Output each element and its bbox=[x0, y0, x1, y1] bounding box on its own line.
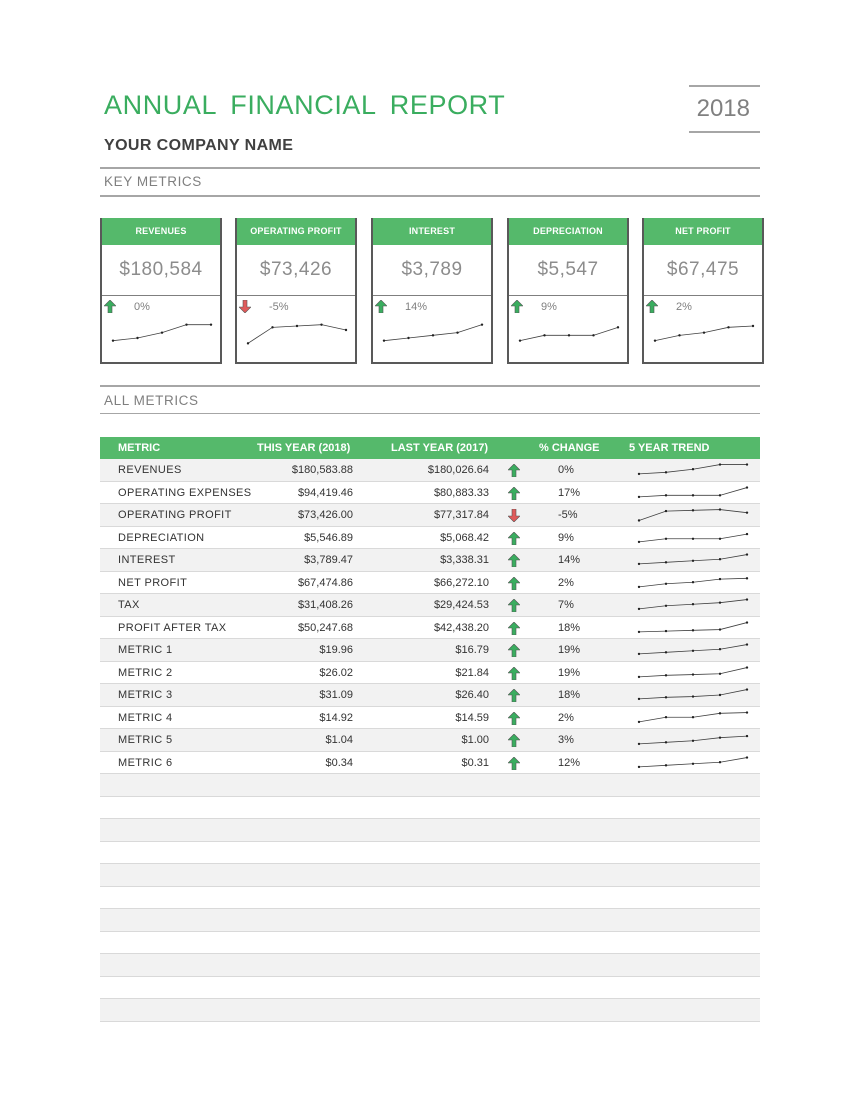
arrow-up-icon bbox=[375, 300, 387, 318]
arrow-up-icon bbox=[508, 577, 520, 593]
card-trend-chart bbox=[245, 319, 349, 349]
arrow-up-icon bbox=[508, 554, 520, 570]
sparkline-point bbox=[719, 508, 721, 510]
cell-last-year: $0.31 bbox=[461, 756, 489, 769]
sparkline-point bbox=[746, 711, 748, 713]
card-change-percent: 14% bbox=[405, 301, 428, 313]
card-value: $67,475 bbox=[644, 245, 762, 296]
row-trend-chart bbox=[636, 685, 750, 705]
sparkline-path bbox=[639, 555, 747, 564]
row-trend-chart bbox=[636, 663, 750, 683]
metric-card bbox=[371, 218, 493, 364]
sparkline-point bbox=[210, 323, 212, 325]
sparkline-point bbox=[638, 630, 640, 632]
sparkline-point bbox=[345, 329, 347, 331]
cell-last-year: $5,068.42 bbox=[440, 531, 489, 544]
sparkline-point bbox=[185, 323, 187, 325]
sparkline-point bbox=[665, 510, 667, 512]
sparkline-point bbox=[746, 553, 748, 555]
cell-metric: OPERATING EXPENSES bbox=[118, 486, 252, 499]
cell-this-year: $50,247.68 bbox=[297, 621, 353, 634]
header-this-year: THIS YEAR (2018) bbox=[257, 442, 351, 454]
sparkline-point bbox=[719, 672, 721, 674]
empty-table-row bbox=[100, 774, 760, 797]
table-row bbox=[100, 572, 760, 595]
metric-card bbox=[235, 218, 357, 364]
cell-trend bbox=[636, 550, 750, 573]
sparkline-point bbox=[519, 339, 521, 341]
row-trend-chart bbox=[636, 505, 750, 525]
empty-table-row bbox=[100, 999, 760, 1022]
sparkline-point bbox=[692, 716, 694, 718]
sparkline-point bbox=[719, 558, 721, 560]
empty-table-row bbox=[100, 932, 760, 955]
sparkline-point bbox=[746, 756, 748, 758]
arrow-up-icon bbox=[508, 532, 520, 548]
cell-this-year: $19.96 bbox=[319, 644, 353, 656]
sparkline-point bbox=[719, 648, 721, 650]
card-trend-chart bbox=[652, 319, 756, 349]
table-row bbox=[100, 729, 760, 752]
sparkline-point bbox=[746, 621, 748, 623]
row-trend-chart bbox=[636, 753, 750, 773]
sparkline-point bbox=[568, 334, 570, 336]
arrow-up-icon bbox=[508, 712, 520, 728]
sparkline-point bbox=[719, 761, 721, 763]
cell-last-year: $66,272.10 bbox=[433, 576, 489, 589]
card-sparkline bbox=[110, 319, 214, 354]
cell-last-year: $1.00 bbox=[461, 734, 489, 746]
cell-last-year: $21.84 bbox=[455, 666, 489, 679]
cell-this-year: $94,419.46 bbox=[297, 486, 353, 499]
sparkline-point bbox=[727, 326, 729, 328]
sparkline-point bbox=[746, 577, 748, 579]
cell-trend bbox=[636, 505, 750, 528]
table-row bbox=[100, 662, 760, 685]
arrow-up-icon bbox=[104, 300, 116, 318]
sparkline-point bbox=[692, 581, 694, 583]
metric-card bbox=[507, 218, 629, 364]
sparkline-point bbox=[719, 601, 721, 603]
section-divider bbox=[100, 385, 760, 387]
section-divider bbox=[100, 195, 760, 197]
empty-table-row bbox=[100, 864, 760, 887]
arrow-down-icon bbox=[239, 300, 251, 318]
arrow-up-icon bbox=[508, 757, 520, 773]
cell-this-year: $180,583.88 bbox=[291, 464, 353, 476]
sparkline-point bbox=[638, 743, 640, 745]
card-label: NET PROFIT bbox=[644, 218, 762, 245]
sparkline-point bbox=[617, 326, 619, 328]
sparkline-point bbox=[654, 339, 656, 341]
card-value: $73,426 bbox=[237, 245, 355, 296]
cell-last-year: $14.59 bbox=[455, 711, 489, 724]
company-name: YOUR COMPANY NAME bbox=[104, 137, 294, 154]
table-row bbox=[100, 504, 760, 527]
cell-trend bbox=[636, 460, 750, 483]
table-header bbox=[100, 437, 760, 459]
row-trend-chart bbox=[636, 640, 750, 660]
cell-change: 17% bbox=[558, 486, 581, 499]
sparkline-point bbox=[746, 532, 748, 534]
sparkline-point bbox=[746, 486, 748, 488]
row-trend-chart bbox=[636, 573, 750, 593]
sparkline-point bbox=[719, 712, 721, 714]
sparkline-point bbox=[719, 736, 721, 738]
sparkline-point bbox=[407, 337, 409, 339]
table-row bbox=[100, 639, 760, 662]
arrow-up-icon bbox=[508, 622, 520, 638]
card-change bbox=[237, 298, 355, 316]
card-trend-chart bbox=[381, 319, 485, 349]
sparkline-point bbox=[432, 334, 434, 336]
cell-this-year: $73,426.00 bbox=[297, 509, 353, 521]
sparkline-point bbox=[703, 331, 705, 333]
cell-metric: PROFIT AFTER TAX bbox=[118, 621, 227, 634]
cell-this-year: $14.92 bbox=[319, 711, 353, 724]
sparkline-point bbox=[692, 740, 694, 742]
sparkline-point bbox=[746, 598, 748, 600]
empty-table-row bbox=[100, 842, 760, 865]
sparkline-point bbox=[665, 561, 667, 563]
card-value: $3,789 bbox=[373, 245, 491, 296]
sparkline-point bbox=[665, 764, 667, 766]
cell-last-year: $3,338.31 bbox=[440, 554, 489, 566]
empty-table-row bbox=[100, 954, 760, 977]
sparkline-point bbox=[320, 323, 322, 325]
empty-table-row bbox=[100, 909, 760, 932]
sparkline-point bbox=[665, 651, 667, 653]
cell-metric: DEPRECIATION bbox=[118, 531, 205, 544]
card-change-percent: -5% bbox=[269, 301, 289, 313]
cell-this-year: $0.34 bbox=[325, 756, 353, 769]
row-trend-chart bbox=[636, 483, 750, 503]
card-change bbox=[373, 298, 491, 316]
sparkline-point bbox=[271, 326, 273, 328]
sparkline-point bbox=[638, 765, 640, 767]
card-label: REVENUES bbox=[102, 218, 220, 245]
cell-metric: METRIC 5 bbox=[118, 734, 173, 746]
header-last-year: LAST YEAR (2017) bbox=[391, 442, 488, 454]
section-title-all-metrics: ALL METRICS bbox=[104, 393, 199, 408]
cell-change: 2% bbox=[558, 576, 574, 589]
card-change bbox=[644, 298, 762, 316]
cell-change: 18% bbox=[558, 689, 581, 701]
sparkline-point bbox=[638, 675, 640, 677]
cell-this-year: $1.04 bbox=[325, 734, 353, 746]
sparkline-point bbox=[638, 495, 640, 497]
sparkline-point bbox=[638, 608, 640, 610]
cell-metric: REVENUES bbox=[118, 464, 182, 476]
cell-this-year: $31,408.26 bbox=[297, 599, 353, 611]
cell-trend bbox=[636, 708, 750, 731]
row-trend-chart bbox=[636, 730, 750, 750]
header-metric: METRIC bbox=[118, 442, 161, 454]
sparkline-point bbox=[752, 325, 754, 327]
table-row bbox=[100, 459, 760, 482]
sparkline-point bbox=[638, 563, 640, 565]
table-row bbox=[100, 617, 760, 640]
cell-this-year: $26.02 bbox=[319, 666, 353, 679]
card-change-percent: 0% bbox=[134, 301, 150, 313]
row-trend-chart bbox=[636, 550, 750, 570]
sparkline-point bbox=[665, 629, 667, 631]
cell-metric: NET PROFIT bbox=[118, 576, 188, 589]
cell-this-year: $3,789.47 bbox=[304, 554, 353, 566]
row-trend-chart bbox=[636, 708, 750, 728]
empty-table-row bbox=[100, 819, 760, 842]
year-box bbox=[689, 85, 760, 133]
sparkline-point bbox=[719, 537, 721, 539]
card-change bbox=[102, 298, 220, 316]
card-label: DEPRECIATION bbox=[509, 218, 627, 245]
empty-table-row bbox=[100, 977, 760, 1000]
card-change-percent: 2% bbox=[676, 301, 692, 313]
cell-trend bbox=[636, 753, 750, 776]
metric-card bbox=[642, 218, 764, 364]
section-title-key-metrics: KEY METRICS bbox=[104, 174, 202, 189]
card-change bbox=[509, 298, 627, 316]
sparkline-point bbox=[692, 650, 694, 652]
table-row bbox=[100, 752, 760, 775]
cell-last-year: $80,883.33 bbox=[433, 486, 489, 499]
arrow-down-icon bbox=[508, 509, 520, 525]
sparkline-point bbox=[746, 463, 748, 465]
sparkline-point bbox=[692, 695, 694, 697]
sparkline-point bbox=[456, 331, 458, 333]
cell-this-year: $67,474.86 bbox=[297, 576, 353, 589]
cell-change: 12% bbox=[558, 756, 581, 769]
sparkline-point bbox=[692, 629, 694, 631]
cell-trend bbox=[636, 685, 750, 708]
sparkline-point bbox=[746, 666, 748, 668]
cell-change: 3% bbox=[558, 734, 574, 746]
row-trend-chart bbox=[636, 618, 750, 638]
cell-metric: METRIC 1 bbox=[118, 644, 173, 656]
sparkline-point bbox=[296, 325, 298, 327]
cell-change: 9% bbox=[558, 531, 574, 544]
cell-metric: METRIC 6 bbox=[118, 756, 173, 769]
arrow-up-icon bbox=[508, 487, 520, 503]
arrow-up-icon bbox=[646, 300, 658, 318]
card-label: OPERATING PROFIT bbox=[237, 218, 355, 245]
sparkline-point bbox=[692, 509, 694, 511]
card-change-percent: 9% bbox=[541, 301, 557, 313]
sparkline-path bbox=[248, 325, 346, 344]
report-year: 2018 bbox=[696, 95, 750, 122]
sparkline-point bbox=[719, 628, 721, 630]
arrow-up-icon bbox=[508, 734, 520, 750]
cell-last-year: $180,026.64 bbox=[427, 464, 489, 476]
sparkline-point bbox=[678, 334, 680, 336]
sparkline-point bbox=[692, 494, 694, 496]
section-divider bbox=[100, 167, 760, 169]
card-trend-chart bbox=[110, 319, 214, 349]
sparkline-point bbox=[136, 337, 138, 339]
card-sparkline bbox=[245, 319, 349, 354]
cell-change: 19% bbox=[558, 644, 581, 656]
cell-trend bbox=[636, 663, 750, 686]
card-sparkline bbox=[517, 319, 621, 354]
sparkline-path bbox=[520, 327, 618, 340]
cell-last-year: $29,424.53 bbox=[433, 599, 489, 611]
cell-trend bbox=[636, 573, 750, 596]
sparkline-point bbox=[665, 605, 667, 607]
arrow-up-icon bbox=[508, 667, 520, 683]
cell-trend bbox=[636, 483, 750, 506]
row-trend-chart bbox=[636, 528, 750, 548]
sparkline-point bbox=[481, 323, 483, 325]
sparkline-point bbox=[665, 716, 667, 718]
sparkline-point bbox=[746, 511, 748, 513]
sparkline-point bbox=[638, 698, 640, 700]
cell-metric: INTEREST bbox=[118, 554, 176, 566]
sparkline-point bbox=[665, 471, 667, 473]
cell-last-year: $16.79 bbox=[455, 644, 489, 656]
sparkline-point bbox=[665, 674, 667, 676]
cell-metric: OPERATING PROFIT bbox=[118, 509, 232, 521]
sparkline-path bbox=[639, 645, 747, 654]
table-row bbox=[100, 527, 760, 550]
sparkline-point bbox=[665, 494, 667, 496]
section-divider bbox=[100, 413, 760, 414]
sparkline-point bbox=[638, 473, 640, 475]
sparkline-point bbox=[592, 334, 594, 336]
sparkline-point bbox=[719, 694, 721, 696]
sparkline-point bbox=[161, 331, 163, 333]
header-trend: 5 YEAR TREND bbox=[629, 442, 710, 454]
sparkline-point bbox=[247, 342, 249, 344]
card-sparkline bbox=[381, 319, 485, 354]
cell-last-year: $42,438.20 bbox=[433, 621, 489, 634]
cell-last-year: $77,317.84 bbox=[433, 509, 489, 521]
row-trend-chart bbox=[636, 460, 750, 480]
sparkline-point bbox=[692, 762, 694, 764]
cell-last-year: $26.40 bbox=[455, 689, 489, 701]
arrow-up-icon bbox=[511, 300, 523, 318]
arrow-up-icon bbox=[508, 599, 520, 615]
arrow-up-icon bbox=[508, 689, 520, 705]
metrics-table bbox=[100, 437, 760, 1022]
table-row bbox=[100, 707, 760, 730]
sparkline-point bbox=[692, 537, 694, 539]
report-title: ANNUAL FINANCIAL REPORT bbox=[104, 90, 506, 120]
table-row bbox=[100, 594, 760, 617]
cell-change: 0% bbox=[558, 464, 574, 476]
card-label: INTEREST bbox=[373, 218, 491, 245]
sparkline-point bbox=[692, 468, 694, 470]
cell-metric: METRIC 2 bbox=[118, 666, 173, 679]
card-value: $5,547 bbox=[509, 245, 627, 296]
sparkline-point bbox=[383, 339, 385, 341]
card-sparkline bbox=[652, 319, 756, 354]
sparkline-point bbox=[692, 673, 694, 675]
empty-table-row bbox=[100, 887, 760, 910]
sparkline-point bbox=[543, 334, 545, 336]
cell-trend bbox=[636, 528, 750, 551]
table-body bbox=[100, 459, 760, 1022]
sparkline-point bbox=[746, 735, 748, 737]
cell-trend bbox=[636, 595, 750, 618]
sparkline-point bbox=[665, 741, 667, 743]
metric-card bbox=[100, 218, 222, 364]
sparkline-point bbox=[638, 720, 640, 722]
cell-metric: TAX bbox=[118, 599, 140, 611]
sparkline-point bbox=[638, 540, 640, 542]
table-row bbox=[100, 482, 760, 505]
sparkline-point bbox=[746, 643, 748, 645]
table-row bbox=[100, 684, 760, 707]
cell-change: -5% bbox=[558, 509, 578, 521]
empty-table-row bbox=[100, 797, 760, 820]
card-trend-chart bbox=[517, 319, 621, 349]
sparkline-point bbox=[638, 585, 640, 587]
table-row bbox=[100, 549, 760, 572]
sparkline-point bbox=[746, 688, 748, 690]
sparkline-point bbox=[719, 463, 721, 465]
arrow-up-icon bbox=[508, 644, 520, 660]
sparkline-point bbox=[719, 494, 721, 496]
header-change: % CHANGE bbox=[539, 442, 600, 454]
sparkline-point bbox=[692, 560, 694, 562]
cell-change: 7% bbox=[558, 599, 574, 611]
sparkline-path bbox=[639, 757, 747, 766]
sparkline-point bbox=[692, 603, 694, 605]
cell-change: 14% bbox=[558, 554, 581, 566]
arrow-up-icon bbox=[508, 464, 520, 480]
cell-metric: METRIC 3 bbox=[118, 689, 173, 701]
cell-change: 18% bbox=[558, 621, 581, 634]
sparkline-point bbox=[638, 653, 640, 655]
sparkline-point bbox=[665, 696, 667, 698]
row-trend-chart bbox=[636, 595, 750, 615]
sparkline-point bbox=[112, 339, 114, 341]
cell-this-year: $31.09 bbox=[319, 689, 353, 701]
cell-change: 19% bbox=[558, 666, 581, 679]
cell-this-year: $5,546.89 bbox=[304, 531, 353, 544]
cell-trend bbox=[636, 730, 750, 753]
cell-trend bbox=[636, 618, 750, 641]
cell-change: 2% bbox=[558, 711, 574, 724]
sparkline-point bbox=[719, 577, 721, 579]
sparkline-path bbox=[384, 325, 482, 341]
cell-trend bbox=[636, 640, 750, 663]
sparkline-point bbox=[665, 537, 667, 539]
card-value: $180,584 bbox=[102, 245, 220, 296]
sparkline-point bbox=[638, 519, 640, 521]
sparkline-point bbox=[665, 582, 667, 584]
cell-metric: METRIC 4 bbox=[118, 711, 173, 724]
